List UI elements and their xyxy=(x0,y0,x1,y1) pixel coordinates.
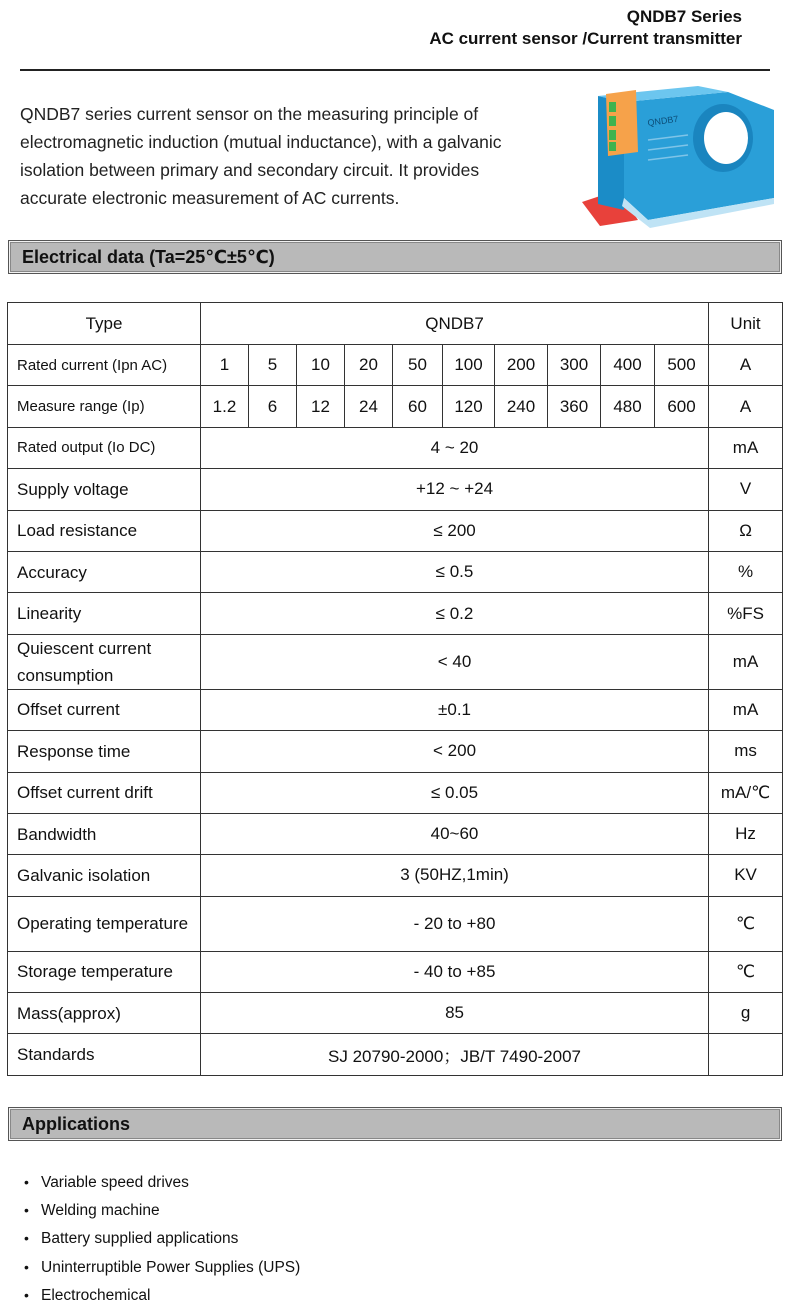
measure-range-value: 6 xyxy=(249,386,297,427)
table-row xyxy=(8,469,783,510)
row-value: - 20 to +80 xyxy=(201,896,709,951)
rated-current-value: 100 xyxy=(443,345,495,386)
row-label: Measure range (Ip) xyxy=(8,386,201,427)
table-row xyxy=(8,772,783,813)
applications-list xyxy=(24,1172,300,1313)
electrical-data-table xyxy=(7,302,783,1076)
measure-range-value: 600 xyxy=(655,386,709,427)
document-subtitle: AC current sensor /Current transmitter xyxy=(429,29,742,48)
rated-current-value: 400 xyxy=(601,345,655,386)
row-label: Supply voltage xyxy=(8,469,201,510)
row-value: ≤ 200 xyxy=(201,510,709,551)
row-label: Offset current drift xyxy=(8,772,201,813)
table-row xyxy=(8,593,783,634)
row-unit: Hz xyxy=(709,813,783,854)
table-row xyxy=(8,813,783,854)
row-value: SJ 20790-2000；JB/T 7490-2007 xyxy=(201,1034,709,1075)
table-row xyxy=(8,951,783,992)
row-label: Operating temperature xyxy=(8,896,201,951)
unit-header: Unit xyxy=(709,303,783,345)
rated-current-value: 500 xyxy=(655,345,709,386)
row-unit xyxy=(709,1034,783,1075)
row-unit: mA xyxy=(709,427,783,468)
row-value: - 40 to +85 xyxy=(201,951,709,992)
table-row xyxy=(8,427,783,468)
table-row xyxy=(8,855,783,896)
measure-range-value: 120 xyxy=(443,386,495,427)
row-unit: ms xyxy=(709,731,783,772)
application-text: Battery supplied applications xyxy=(41,1230,239,1248)
terminal-screw-icon xyxy=(609,142,616,151)
terminal-screw-icon xyxy=(609,116,616,126)
table-row xyxy=(8,510,783,551)
application-text: Welding machine xyxy=(41,1202,160,1220)
row-value: ≤ 0.5 xyxy=(201,551,709,592)
row-label: Linearity xyxy=(8,593,201,634)
list-item xyxy=(24,1200,300,1228)
table-row xyxy=(8,386,783,427)
measure-range-value: 480 xyxy=(601,386,655,427)
application-text: Uninterruptible Power Supplies (UPS) xyxy=(41,1258,301,1276)
intro-line: accurate electronic measurement of AC currents. xyxy=(20,188,400,208)
list-item xyxy=(24,1285,300,1313)
row-value: ≤ 0.05 xyxy=(201,772,709,813)
measure-range-value: 24 xyxy=(345,386,393,427)
row-label: Offset current xyxy=(8,689,201,730)
row-unit: ℃ xyxy=(709,896,783,951)
application-text: Variable speed drives xyxy=(41,1174,189,1191)
type-header: Type xyxy=(8,303,201,345)
row-unit: %FS xyxy=(709,593,783,634)
row-unit: g xyxy=(709,993,783,1034)
row-label: Storage temperature xyxy=(8,951,201,992)
table-row xyxy=(8,634,783,689)
row-value: +12 ~ +24 xyxy=(201,469,709,510)
row-label: Bandwidth xyxy=(8,813,201,854)
row-value: < 40 xyxy=(201,634,709,689)
intro-line: isolation between primary and secondary circuit. It provides xyxy=(20,160,480,180)
list-item xyxy=(24,1228,300,1256)
row-unit: mA/℃ xyxy=(709,772,783,813)
rated-current-value: 20 xyxy=(345,345,393,386)
row-label: Galvanic isolation xyxy=(8,855,201,896)
rated-current-value: 5 xyxy=(249,345,297,386)
row-value: 40~60 xyxy=(201,813,709,854)
row-unit: % xyxy=(709,551,783,592)
rated-current-value: 200 xyxy=(495,345,548,386)
bullet: • xyxy=(24,1174,29,1190)
rated-current-value: 1 xyxy=(201,345,249,386)
measure-range-value: 12 xyxy=(297,386,345,427)
document-header xyxy=(429,6,742,50)
table-row xyxy=(8,1034,783,1075)
row-unit: KV xyxy=(709,855,783,896)
terminal-screw-icon xyxy=(609,130,616,140)
intro-paragraph xyxy=(20,100,560,212)
product-label: QNDB7 xyxy=(646,113,679,128)
series-title: QNDB7 Series xyxy=(626,7,742,26)
product-photo xyxy=(578,80,778,230)
row-label: Accuracy xyxy=(8,551,201,592)
electrical-data-heading: Electrical data (Ta=25℃±5℃) xyxy=(8,240,782,274)
applications-heading: Applications xyxy=(8,1107,782,1141)
row-label: Rated current (Ipn AC) xyxy=(8,345,201,386)
row-label: Load resistance xyxy=(8,510,201,551)
row-label: Quiescent current consumption xyxy=(8,634,201,689)
row-label: Mass(approx) xyxy=(8,993,201,1034)
table-row xyxy=(8,731,783,772)
row-label: Response time xyxy=(8,731,201,772)
table-row xyxy=(8,993,783,1034)
list-item xyxy=(24,1172,300,1200)
table-row xyxy=(8,345,783,386)
measure-range-value: 60 xyxy=(393,386,443,427)
measure-range-value: 360 xyxy=(548,386,601,427)
bullet: • xyxy=(24,1202,29,1219)
table-row xyxy=(8,689,783,730)
table-row xyxy=(8,303,783,345)
table-row xyxy=(8,896,783,951)
measure-range-value: 240 xyxy=(495,386,548,427)
terminal-screw-icon xyxy=(609,102,616,112)
row-value: 3 (50HZ,1min) xyxy=(201,855,709,896)
row-label: Rated output (Io DC) xyxy=(8,427,201,468)
bullet: • xyxy=(24,1286,29,1303)
row-value: < 200 xyxy=(201,731,709,772)
table-row xyxy=(8,551,783,592)
rated-current-value: 300 xyxy=(548,345,601,386)
row-unit: ℃ xyxy=(709,951,783,992)
application-text: Electrochemical xyxy=(41,1286,151,1304)
row-value: ≤ 0.2 xyxy=(201,593,709,634)
row-value: 4 ~ 20 xyxy=(201,427,709,468)
row-unit: A xyxy=(709,345,783,386)
list-item xyxy=(24,1257,300,1285)
row-unit: Ω xyxy=(709,510,783,551)
row-unit: A xyxy=(709,386,783,427)
row-unit: V xyxy=(709,469,783,510)
bullet: • xyxy=(24,1258,29,1275)
model-name: QNDB7 xyxy=(201,303,709,345)
row-value: 85 xyxy=(201,993,709,1034)
row-unit: mA xyxy=(709,634,783,689)
rated-current-value: 10 xyxy=(297,345,345,386)
rated-current-value: 50 xyxy=(393,345,443,386)
row-unit: mA xyxy=(709,689,783,730)
intro-line: electromagnetic induction (mutual inductance), with a galvanic xyxy=(20,132,502,152)
header-divider xyxy=(20,69,770,71)
row-value: ±0.1 xyxy=(201,689,709,730)
bullet: • xyxy=(24,1230,29,1247)
intro-line: QNDB7 series current sensor on the measuring principle of xyxy=(20,104,479,124)
row-label: Standards xyxy=(8,1034,201,1075)
measure-range-value: 1.2 xyxy=(201,386,249,427)
